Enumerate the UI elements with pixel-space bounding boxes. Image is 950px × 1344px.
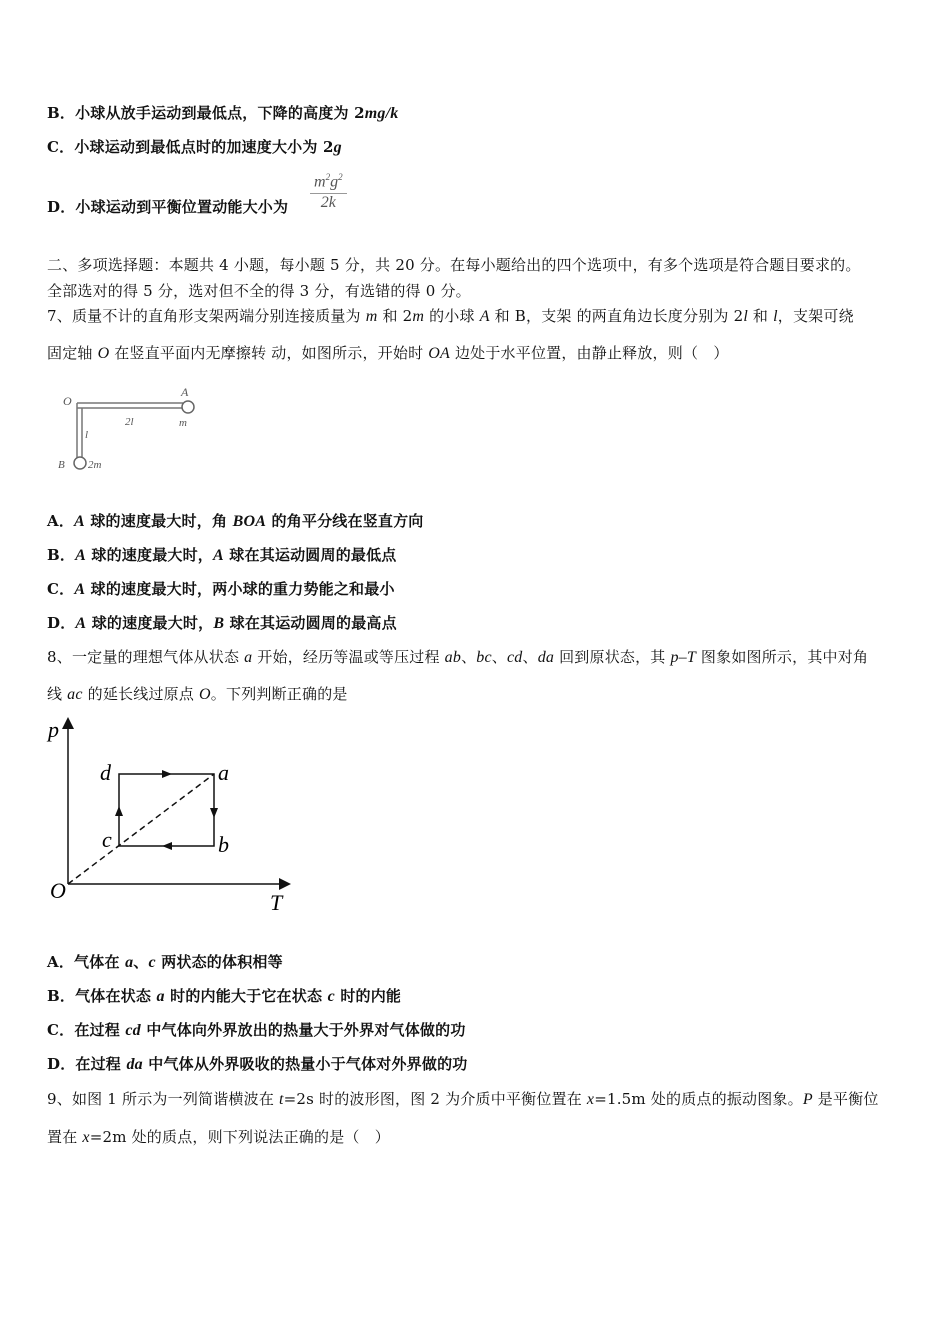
text-segment: 线: [47, 685, 68, 703]
text-segment: 、: [522, 648, 538, 666]
text-segment: =2s 时的波形图，图 2 为介质中平衡位置在: [283, 1090, 587, 1108]
kinetic-energy-fraction: $\frac{m^2g^2}{2k}$: [310, 172, 347, 212]
text-segment: B．: [47, 546, 76, 564]
math-symbol: a: [244, 649, 253, 666]
svg-text:m: m: [179, 417, 187, 429]
text-segment: 的角平分线在竖直方向: [266, 512, 424, 530]
math-symbol: bc: [476, 649, 492, 666]
math-symbol: c: [148, 954, 156, 971]
text-segment: =2m 处的质点，则下列说法正确的是（ ）: [89, 1128, 390, 1146]
text-segment: 、: [133, 953, 149, 971]
math-symbol: O: [199, 686, 211, 703]
text-segment: 球的速度最大时，: [86, 614, 214, 632]
text-segment: 时的内能: [334, 987, 402, 1005]
text-segment: 是平衡位: [812, 1090, 879, 1108]
math-symbol: ac: [67, 686, 83, 703]
math-symbol: x: [82, 1129, 90, 1146]
math-symbol: l: [743, 308, 748, 325]
diagonal-ac: [68, 774, 214, 884]
text-segment: A．气体在: [47, 953, 126, 971]
math-symbol: a: [125, 954, 134, 971]
option-7c: [47, 578, 395, 599]
option-8d: [47, 1053, 467, 1074]
text-segment: 全部选对的得 5 分，选对但不全的得 3 分，有选错的得 0 分。: [47, 282, 471, 300]
math-symbol: m: [365, 308, 378, 325]
question-7-line1: [47, 305, 854, 326]
text-segment: 和: [747, 307, 774, 325]
svg-text:a: a: [218, 760, 229, 785]
figure-7-bracket: [55, 383, 205, 475]
math-symbol: A: [213, 547, 224, 564]
math-symbol: ab: [444, 649, 462, 666]
math-symbol: B: [213, 615, 225, 632]
svg-text:O: O: [63, 394, 72, 408]
text-segment: 的小球: [424, 307, 480, 325]
svg-text:B: B: [58, 459, 65, 471]
text-segment: 球的速度最大时，: [85, 546, 213, 564]
text-segment: 的延长线过原点: [82, 685, 200, 703]
question-8-line2: [47, 683, 348, 704]
math-symbol: A: [74, 581, 86, 598]
math-symbol: x: [586, 1091, 595, 1108]
svg-text:O: O: [50, 878, 66, 903]
text-segment: C．在过程: [47, 1021, 126, 1039]
option-6d: [47, 196, 288, 217]
text-segment: 、: [491, 648, 507, 666]
text-segment: B．气体在状态: [47, 987, 157, 1005]
question-8-line1: [47, 646, 868, 667]
text-segment: 和 2: [377, 307, 413, 325]
text-segment: 中气体从外界吸收的热量小于气体对外界做的功: [142, 1055, 468, 1073]
math-symbol: cd: [125, 1022, 141, 1039]
svg-text:2l: 2l: [125, 416, 134, 428]
text-segment: 球的速度最大时，两小球的重力势能之和最小: [85, 580, 395, 598]
text-segment: 和 B，支架 的两直角边长度分别为 2: [489, 307, 744, 325]
math-symbol: cd: [507, 649, 523, 666]
option-6c: [47, 136, 342, 157]
text-segment: 球在其运动圆周的最低点: [223, 546, 397, 564]
text-segment: 9、如图 1 所示为一列简谐横波在: [47, 1090, 279, 1108]
option-7a: [47, 510, 424, 531]
question-9-line1: [47, 1088, 879, 1109]
math-symbol: A: [74, 513, 85, 530]
math-symbol: p–T: [670, 649, 696, 666]
math-symbol: A: [75, 615, 87, 632]
text-segment: B．小球从放手运动到最低点，下降的高度为 2: [47, 104, 365, 122]
ball-a: [182, 401, 194, 413]
svg-text:2m: 2m: [88, 459, 102, 471]
text-segment: 7、质量不计的直角形支架两端分别连接质量为: [47, 307, 366, 325]
text-segment: 球在其运动圆周的最高点: [224, 614, 397, 632]
svg-text:p: p: [48, 717, 59, 742]
text-segment: 固定轴: [47, 344, 98, 362]
svg-text:A: A: [181, 385, 189, 399]
text-segment: ，支架可绕: [777, 307, 854, 325]
svg-text:l: l: [85, 429, 89, 441]
math-symbol: BOA: [232, 513, 267, 530]
math-symbol: O: [97, 345, 110, 362]
section-2-scoring: [47, 280, 471, 301]
svg-text:T: T: [270, 890, 283, 915]
text-segment: 球的速度最大时，角: [84, 512, 233, 530]
text-segment: A．: [47, 512, 75, 530]
text-segment: =1.5m 处的质点的振动图象。: [594, 1090, 803, 1108]
text-segment: 开始，经历等温或等压过程: [252, 648, 445, 666]
text-segment: C．: [47, 580, 75, 598]
math-symbol: OA: [428, 345, 450, 362]
figure-8-pt-diagram: [40, 712, 300, 917]
math-symbol: mg/k: [364, 105, 399, 122]
text-segment: 两状态的体积相等: [155, 953, 283, 971]
text-segment: 回到原状态，其: [554, 648, 671, 666]
math-symbol: l: [773, 308, 778, 325]
text-segment: 图象如图所示，其中对角: [695, 648, 869, 666]
text-segment: 、: [461, 648, 477, 666]
math-symbol: c: [327, 988, 335, 1005]
text-segment: 在竖直平面内无摩擦转 动，如图所示，开始时: [109, 344, 429, 362]
svg-text:b: b: [218, 832, 229, 857]
math-symbol: da: [126, 1056, 143, 1073]
option-8a: [47, 951, 283, 972]
text-segment: C．小球运动到最低点时的加速度大小为 2: [47, 138, 334, 156]
question-7-line2: [47, 342, 729, 363]
math-symbol: m: [412, 308, 425, 325]
math-symbol: a: [156, 988, 165, 1005]
svg-text:c: c: [102, 827, 112, 852]
math-symbol: A: [479, 308, 490, 325]
text-segment: D．在过程: [47, 1055, 127, 1073]
option-8c: [47, 1019, 466, 1040]
text-segment: 。下列判断正确的是: [210, 685, 348, 703]
section-2-instructions: [47, 254, 861, 275]
text-segment: 中气体向外界放出的热量大于外界对气体做的功: [140, 1021, 466, 1039]
svg-text:d: d: [100, 760, 111, 785]
math-symbol: g: [333, 139, 342, 156]
text-segment: 置在: [47, 1128, 83, 1146]
text-segment: 二、多项选择题：本题共 4 小题，每小题 5 分，共 20 分。在每小题给出的四个选项中，有多个选项是符合题目要求的。: [47, 256, 861, 274]
question-9-line2: [47, 1126, 390, 1147]
math-symbol: P: [802, 1091, 813, 1108]
text-segment: D．小球运动到平衡位置动能大小为: [47, 198, 289, 216]
option-6b: [47, 102, 398, 123]
option-7d: [47, 612, 397, 633]
math-symbol: da: [537, 649, 555, 666]
ball-b: [74, 457, 86, 469]
text-segment: 8、一定量的理想气体从状态: [47, 648, 245, 666]
option-8b: [47, 985, 401, 1006]
option-7b: [47, 544, 397, 565]
text-segment: D．: [47, 614, 76, 632]
text-segment: 边处于水平位置，由静止释放，则（ ）: [449, 344, 729, 362]
math-symbol: t: [279, 1091, 284, 1108]
math-symbol: A: [75, 547, 86, 564]
text-segment: 时的内能大于它在状态: [164, 987, 328, 1005]
